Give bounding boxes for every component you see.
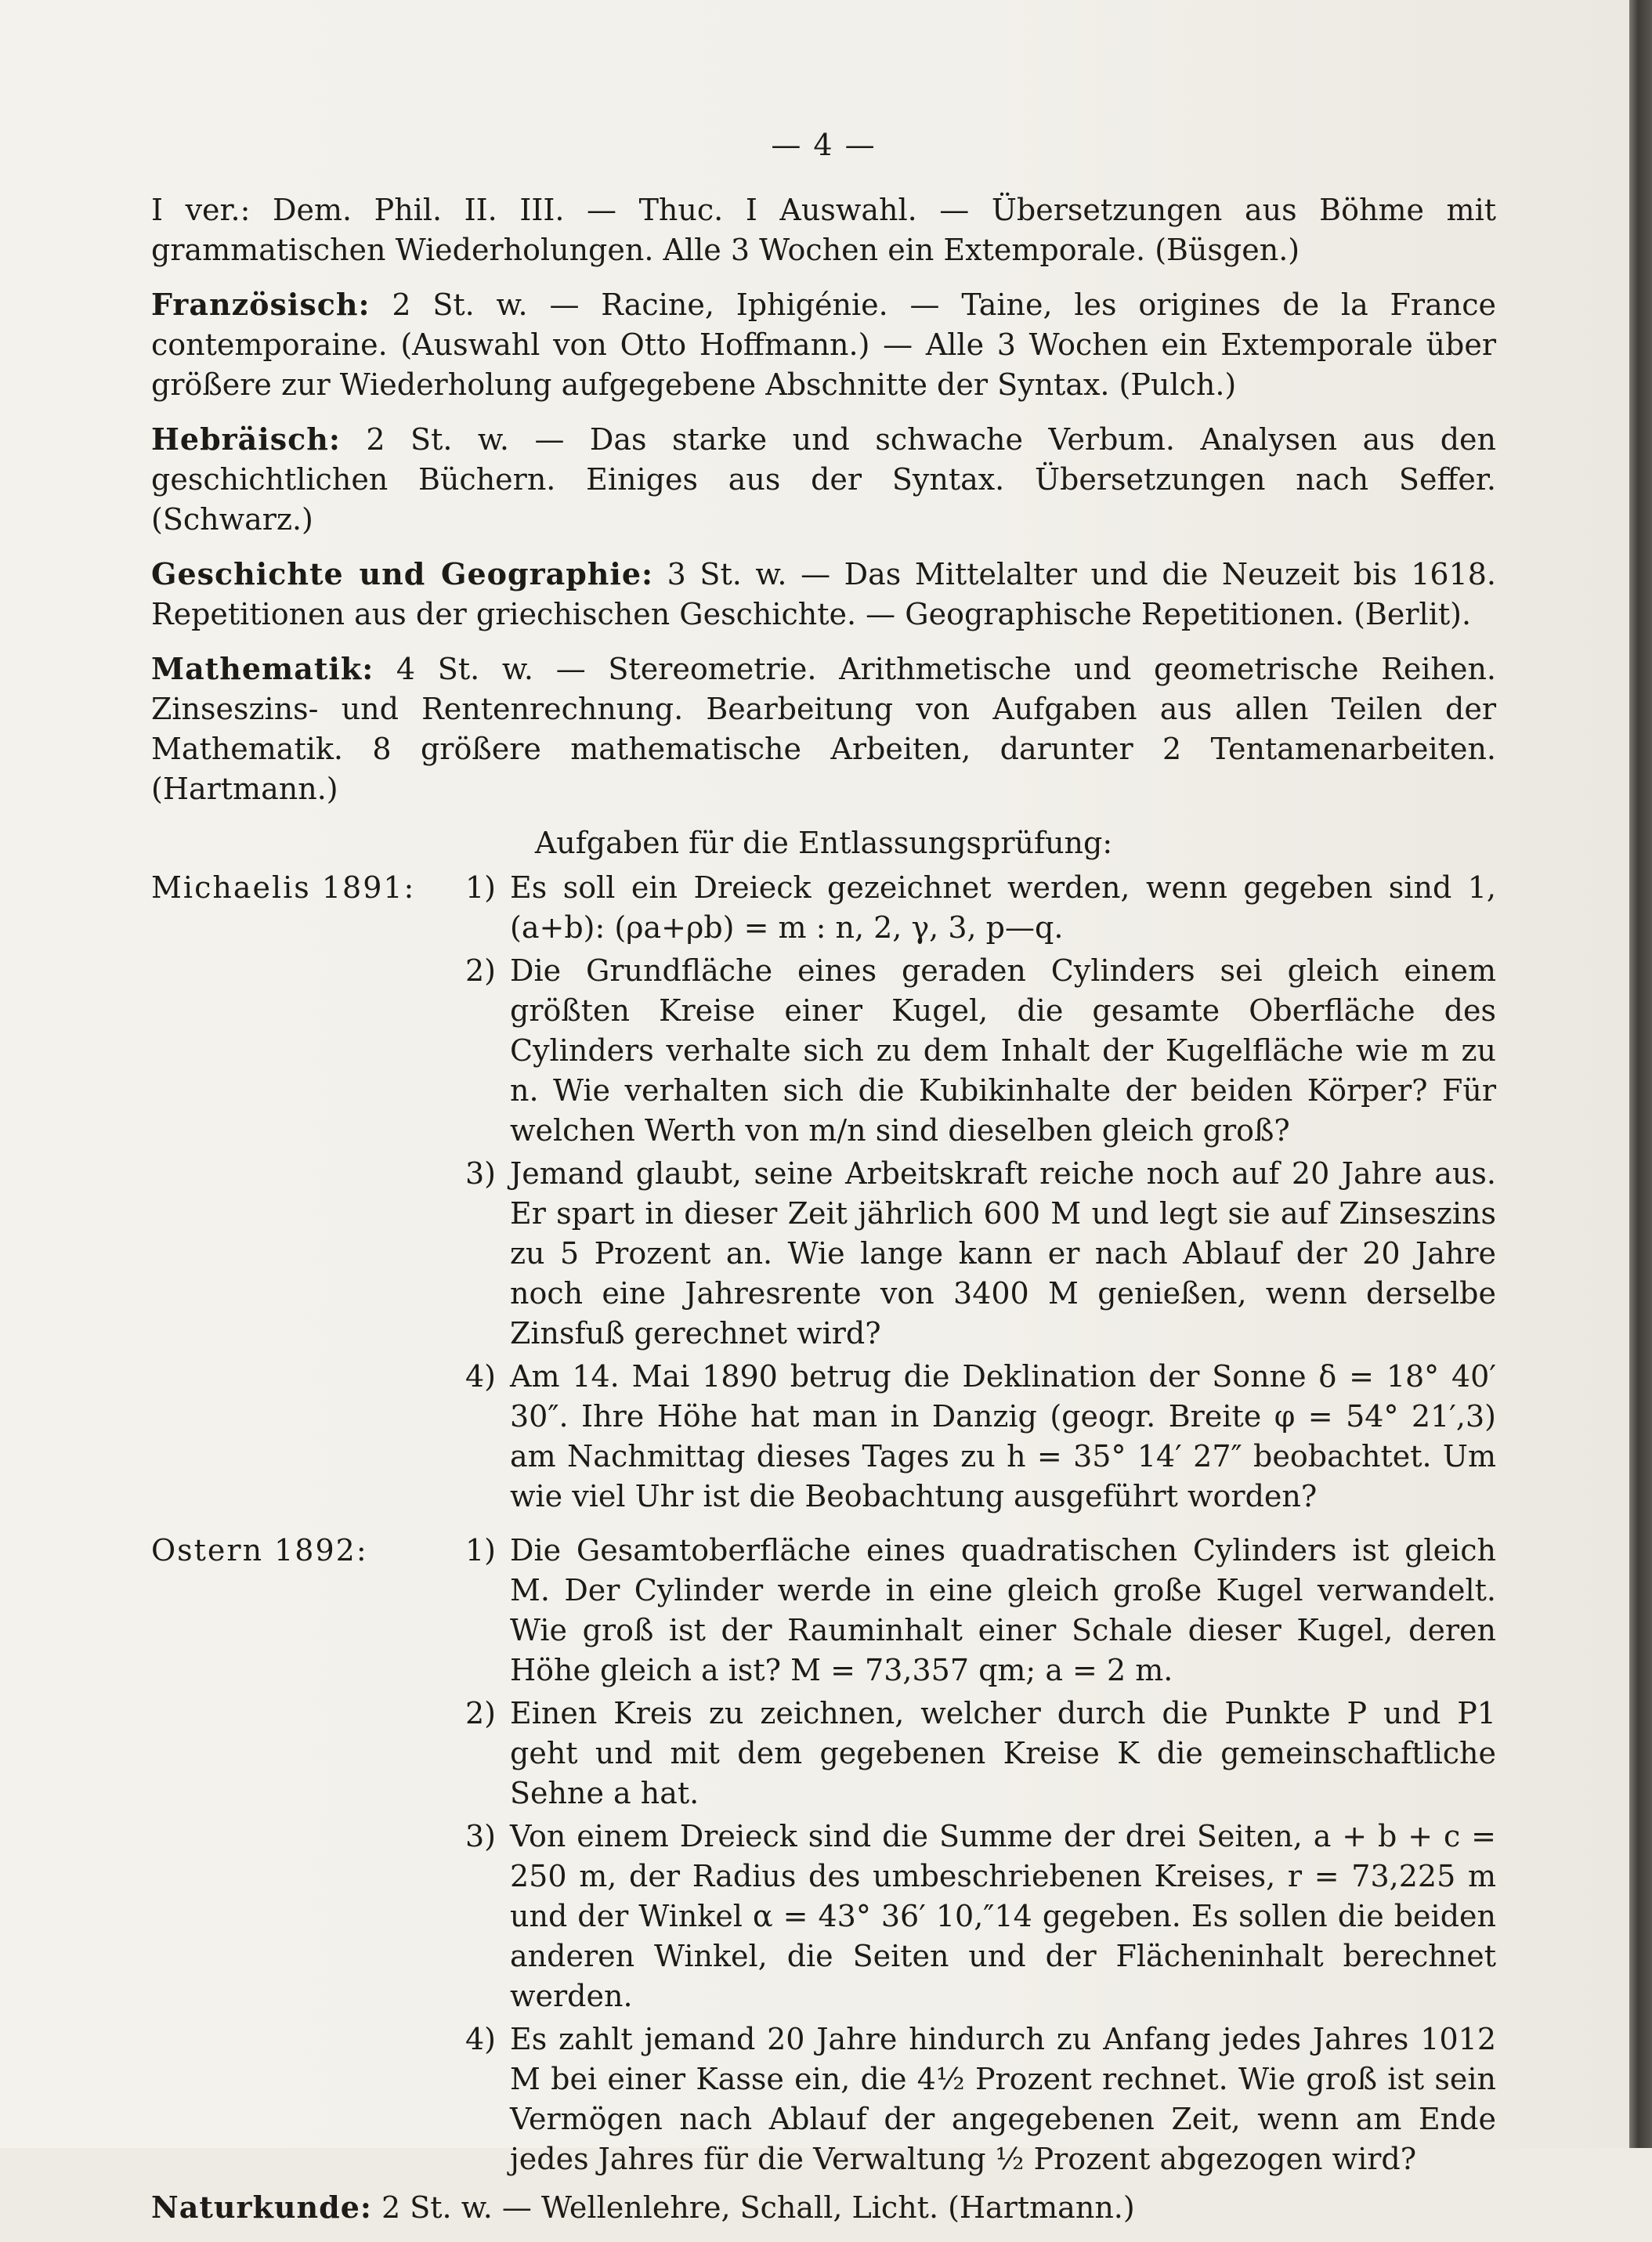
exam-task xyxy=(151,1694,1496,1813)
math-text: 4 St. w. — Stereometrie. Arithmetische und geometrische Reihen. Zinseszins- und Rentenrechnung. Bearbeitung von Aufgaben aus allen Teilen der Mathematik. 8 größere mathematische Arbeiten, darunter 2 Tentamenarbeiten. (Hartmann.) xyxy=(151,652,1496,806)
exam-task xyxy=(151,1154,1496,1354)
hebrew-paragraph xyxy=(151,419,1496,540)
page-content xyxy=(151,125,1496,2242)
task-text: Am 14. Mai 1890 betrug die Deklination der Sonne δ = 18° 40′ 30″. Ihre Höhe hat man in Danzig (geogr. Breite φ = 54° 21′,3) am Nachmittag dieses Tages zu h = 35° 14′ 27″ beobachtet. Um wie viel Uhr ist die Beobachtung ausgeführt worden? xyxy=(510,1359,1496,1513)
task-number: 3) xyxy=(465,1819,496,1853)
exam-task xyxy=(151,951,1496,1151)
task-text: Es zahlt jemand 20 Jahre hindurch zu Anfang jedes Jahres 1012 M bei einer Kasse ein, die 4½ Prozent rechnet. Wie groß ist sein Vermögen nach Ablauf der angegebenen Zeit, wenn am Ende jedes Jahres für die Verwaltung ½ Prozent abgezogen wird? xyxy=(510,2022,1496,2176)
task-number: 4) xyxy=(465,1359,496,1394)
task-number: 3) xyxy=(465,1156,496,1191)
exam-task xyxy=(151,2020,1496,2179)
natural-text: 2 St. w. — Wellenlehre, Schall, Licht. (Hartmann.) xyxy=(371,2190,1135,2225)
book-binding-edge xyxy=(1629,0,1652,2148)
exam-task xyxy=(151,1357,1496,1517)
math-paragraph xyxy=(151,649,1496,809)
exam-task xyxy=(151,1817,1496,2016)
task-number: 2) xyxy=(465,1696,496,1730)
french-heading: Französisch: xyxy=(151,287,371,322)
exam-task xyxy=(151,868,1496,948)
task-text: Die Grundfläche eines geraden Cylinders sei gleich einem größten Kreise einer Kugel, die gesamte Oberfläche des Cylinders verhalte sich zu dem Inhalt der Kugelfläche wie m zu n. Wie verhalten sich die Kubikinhalte der beiden Körper? Für welchen Werth von m/n sind dieselben gleich groß? xyxy=(510,953,1496,1148)
task-text: Jemand glaubt, seine Arbeitskraft reiche noch auf 20 Jahre aus. Er spart in dieser Zeit jährlich 600 M und legt sie auf Zinseszins zu 5 Prozent an. Wie lange kann er nach Ablauf der 20 Jahre noch eine Jahresrente von 3400 M genießen, wenn derselbe Zinsfuß gerechnet wird? xyxy=(510,1156,1496,1351)
task-text: Einen Kreis zu zeichnen, welcher durch die Punkte P und P1 geht und mit dem gegebenen Kreise K die gemeinschaftliche Sehne a hat. xyxy=(510,1696,1496,1810)
task-text: Die Gesamtoberfläche eines quadratischen Cylinders ist gleich M. Der Cylinder werde in eine gleich große Kugel verwandelt. Wie groß ist der Rauminhalt einer Schale dieser Kugel, deren Höhe gleich a ist? M = 73,357 qm; a = 2 m. xyxy=(510,1533,1496,1687)
natural-paragraph xyxy=(151,2187,1496,2228)
history-text: 3 St. w. — Das Mittelalter und die Neuzeit bis 1618. Repetitionen aus der griechischen Geschichte. — Geographische Repetitionen. (Berlit). xyxy=(151,557,1496,631)
page-number: — 4 — xyxy=(771,128,877,162)
task-number: 4) xyxy=(465,2022,496,2056)
history-paragraph xyxy=(151,554,1496,635)
task-number: 2) xyxy=(465,953,496,988)
task-number: 1) xyxy=(465,1533,496,1568)
task-number: 1) xyxy=(465,870,496,905)
hebrew-text: 2 St. w. — Das starke und schwache Verbum. Analysen aus den geschichtlichen Büchern. Einiges aus der Syntax. Übersetzungen nach Seffer. (Schwarz.) xyxy=(151,422,1496,537)
math-heading: Mathematik: xyxy=(151,651,374,686)
natural-heading: Naturkunde: xyxy=(151,2190,372,2225)
french-text: 2 St. w. — Racine, Iphigénie. — Taine, les origines de la France contemporaine. (Auswahl von Otto Hoffmann.) — Alle 3 Wochen ein Extemporale über größere zur Wiederholung aufgegebene Abschnitte der Syntax. (Pulch.) xyxy=(151,287,1496,402)
history-heading: Geschichte und Geographie: xyxy=(151,556,654,591)
exam-term: Ostern 1892: xyxy=(151,1533,368,1568)
task-text: Es soll ein Dreieck gezeichnet werden, wenn gegeben sind 1, (a+b): (ρa+ρb) = m : n, 2, γ, 3, p—q. xyxy=(510,870,1496,945)
exam-heading: Aufgaben für die Entlassungsprüfung: xyxy=(534,826,1113,860)
exam-task xyxy=(151,1531,1496,1691)
latin-paragraph xyxy=(151,190,1496,270)
latin-text: I ver.: Dem. Phil. II. III. — Thuc. I Auswahl. — Übersetzungen aus Böhme mit grammatischen Wiederholungen. Alle 3 Wochen ein Extemporale. (Büsgen.) xyxy=(151,193,1496,267)
hebrew-heading: Hebräisch: xyxy=(151,421,341,457)
exam-term: Michaelis 1891: xyxy=(151,870,416,905)
task-text: Von einem Dreieck sind die Summe der drei Seiten, a + b + c = 250 m, der Radius des umbeschriebenen Kreises, r = 73,225 m und der Winkel α = 43° 36′ 10,″14 gegeben. Es sollen die beiden anderen Winkel, die Seiten und der Flächeninhalt berechnet werden. xyxy=(510,1819,1496,2013)
french-paragraph xyxy=(151,284,1496,405)
